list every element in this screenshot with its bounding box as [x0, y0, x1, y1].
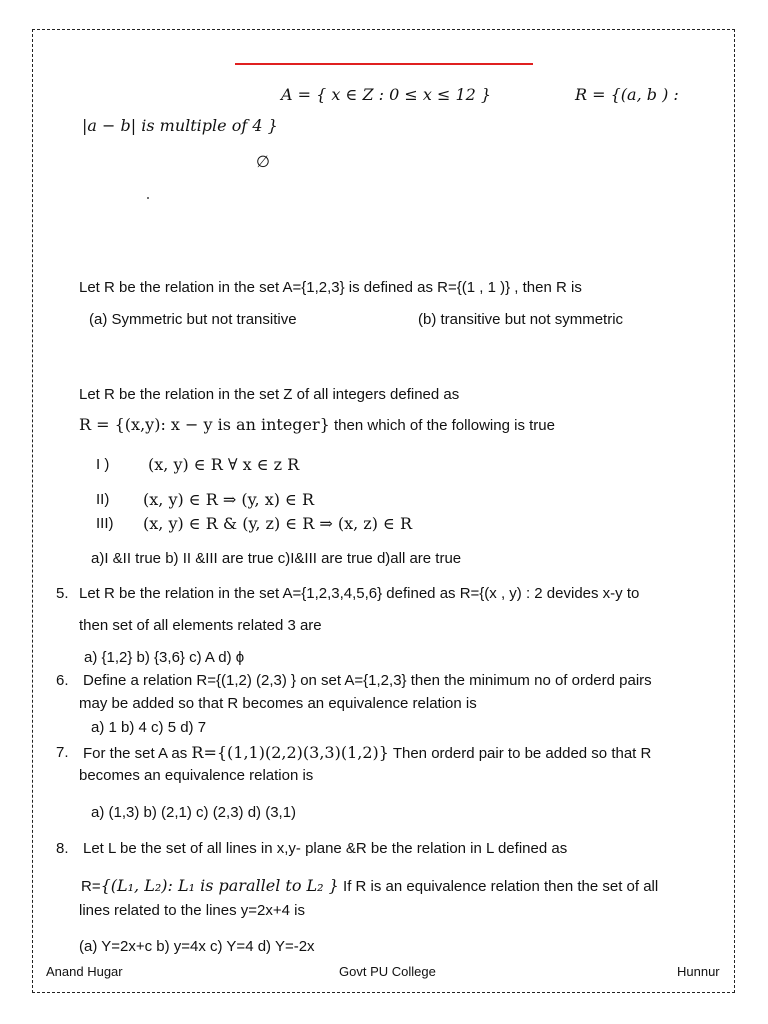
question-7-line1-text: For the set A as — [83, 745, 192, 762]
question-7-relation-math: R={(1,1)(2,2)(3,3)(1,2)} — [191, 743, 389, 762]
question-8-line2-start: R= — [81, 878, 101, 895]
relation-r-end: |a − b| is multiple of 4 } — [82, 116, 278, 135]
question-integers-options: a)I &II true b) II &III are true c)I&III are true d)all are true — [91, 550, 462, 567]
question-8-number: 8. — [56, 840, 69, 857]
question-integers-definition — [79, 416, 555, 435]
footer-college: Govt PU College — [339, 964, 436, 979]
question-integers-stem: Let R be the relation in the set Z of all integers defined as — [79, 386, 460, 403]
question-7-number: 7. — [56, 744, 69, 761]
question-8-line2 — [81, 877, 658, 896]
empty-set-symbol: ∅ — [256, 152, 270, 171]
question-5-line2: then set of all elements related 3 are — [79, 617, 322, 634]
question-5-line1: Let R be the relation in the set A={1,2,3,4,5,6} defined as R={(x , y) : 2 devides x-y to — [79, 585, 640, 602]
question-8-line3: lines related to the lines y=2x+4 is — [79, 902, 305, 919]
question-6-number: 6. — [56, 672, 69, 689]
statement-1-label: I ) — [96, 456, 110, 473]
question-8-line1: Let L be the set of all lines in x,y- plane &R be the relation in L defined as — [83, 840, 568, 857]
statement-3-math: (x, y) ∈ R & (y, z) ∈ R ⇒ (x, z) ∈ R — [143, 514, 413, 533]
question-6-line2: may be added so that R becomes an equivalence relation is — [79, 695, 477, 712]
stray-dot — [147, 197, 149, 199]
footer-author: Anand Hugar — [46, 964, 123, 979]
question-7-line1-end: Then orderd pair to be added so that R — [388, 745, 652, 762]
set-a-definition: A = { x ∈ Z : 0 ≤ x ≤ 12 } — [281, 85, 492, 104]
question-6-options: a) 1 b) 4 c) 5 d) 7 — [91, 719, 207, 736]
question-7-line1 — [83, 744, 651, 763]
relation-r-start: R = {(a, b ) : — [575, 85, 679, 104]
relation-definition-text: then which of the following is true — [329, 417, 555, 434]
question-7-options: a) (1,3) b) (2,1) c) (2,3) d) (3,1) — [91, 804, 297, 821]
question-a123-option-a: (a) Symmetric but not transitive — [89, 311, 297, 328]
relation-definition-math: R = {(x,y): x − y is an integer} — [79, 415, 330, 434]
question-a123-option-b: (b) transitive but not symmetric — [418, 311, 624, 328]
statement-1-math: (x, y) ∈ R ∀ x ∈ z R — [148, 455, 300, 474]
question-a123-stem: Let R be the relation in the set A={1,2,3} is defined as R={(1 , 1 )} , then R is — [79, 279, 582, 296]
question-8-relation-math: {(L₁, L₂): L₁ is parallel to L₂ } — [100, 876, 339, 895]
question-6-line1: Define a relation R={(1,2) (2,3) } on set A={1,2,3} then the minimum no of orderd pairs — [83, 672, 652, 689]
statement-2-math: (x, y) ∈ R ⇒ (y, x) ∈ R — [143, 490, 315, 509]
title-underline — [235, 63, 533, 65]
statement-2-label: II) — [96, 491, 110, 508]
question-8-options: (a) Y=2x+c b) y=4x c) Y=4 d) Y=-2x — [79, 938, 315, 955]
question-7-line2: becomes an equivalence relation is — [79, 767, 314, 784]
question-5-number: 5. — [56, 585, 69, 602]
question-8-line2-end: If R is an equivalence relation then the set of all — [338, 878, 659, 895]
statement-3-label: III) — [96, 515, 114, 532]
question-5-options: a) {1,2} b) {3,6} c) A d) ϕ — [84, 649, 245, 666]
footer-location: Hunnur — [677, 964, 720, 979]
